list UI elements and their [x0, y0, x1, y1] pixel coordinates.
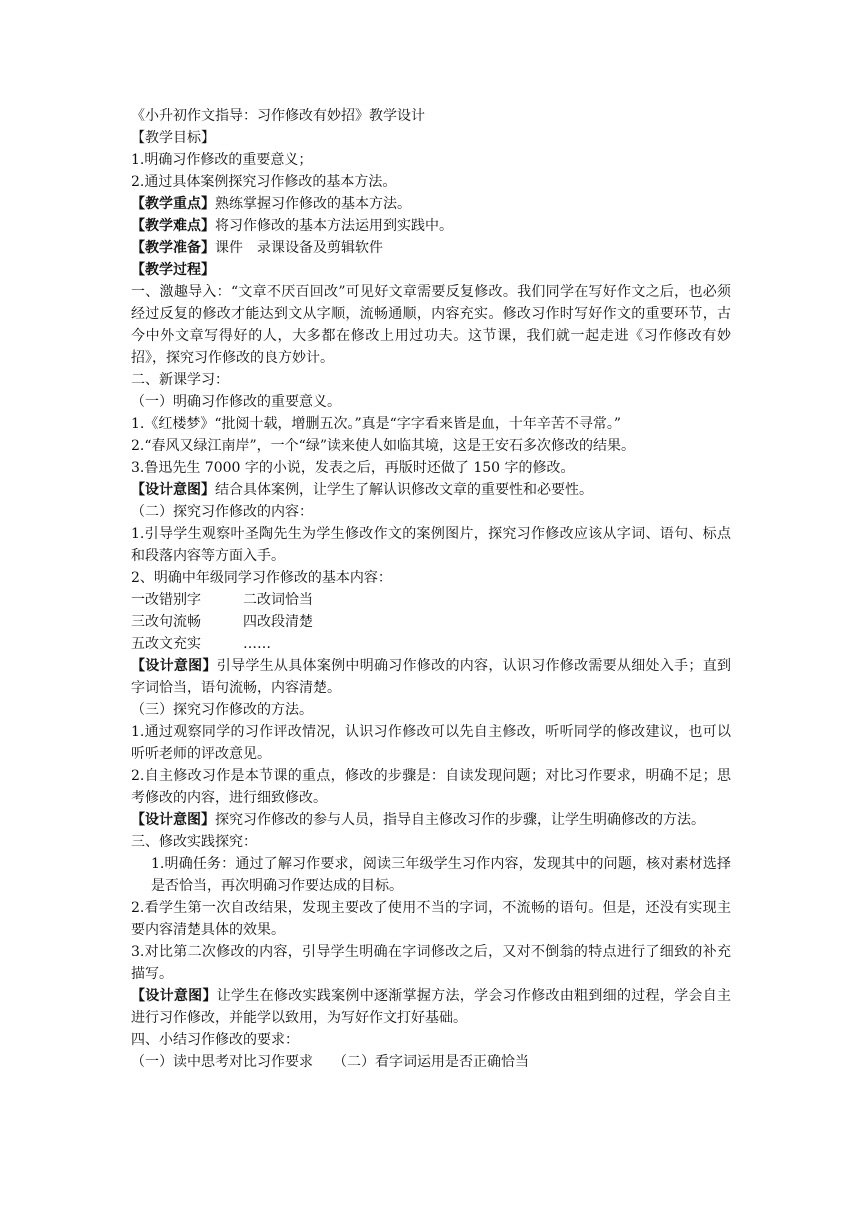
part3-heading: （三）探究习作修改的方法。 [131, 702, 313, 718]
section3-item-2: 2.看学生第一次自改结果，发现主要改了使用不当的字词，不流畅的语句。但是，还没有实现主要内容清楚具体的效果。 [131, 900, 731, 938]
part2-item-2: 2、明确中年级同学习作修改的基本内容： [131, 570, 392, 586]
part1-intent [131, 479, 731, 501]
document-title: 《小升初作文指导：习作修改有妙招》教学设计 [131, 108, 425, 124]
preparation-label: 【教学准备】 [131, 240, 215, 256]
part1-intent-label: 【设计意图】 [131, 482, 215, 498]
section3-intent [131, 985, 731, 1029]
revision-list-row-2 [131, 611, 731, 633]
difficulty-label: 【教学难点】 [131, 218, 215, 234]
part2-intent-text: 引导学生从具体案例中明确习作修改的内容，认识习作修改需要从细处入手；直到字词恰当，语句流畅，内容清楚。 [131, 658, 732, 696]
document-body [131, 105, 731, 1073]
section3-item-3: 3.对比第二次修改的内容，引导学生明确在字词修改之后，又对不倒翁的特点进行了细致的补充描写。 [131, 944, 731, 982]
preparation-text: 课件 录课设备及剪辑软件 [215, 240, 383, 256]
section4-heading: 四、小结习作修改的要求： [131, 1032, 299, 1048]
revision-list-item: 四改段清楚 [243, 614, 313, 630]
revision-list-item: 二改词恰当 [243, 592, 313, 608]
part3-item-1: 1.通过观察同学的习作评改情况，认识习作修改可以先自主修改，听听同学的修改建议，也可以听听老师的评改意见。 [131, 724, 731, 762]
key-point-label: 【教学重点】 [131, 196, 215, 212]
process-label: 【教学过程】 [131, 262, 215, 278]
difficulty [131, 215, 731, 237]
part2-intent [131, 655, 731, 699]
part3-intent-text: 探究习作修改的参与人员，指导自主修改习作的步骤，让学生明确修改的方法。 [215, 812, 705, 828]
revision-list-row-3 [131, 633, 731, 655]
key-point [131, 193, 731, 215]
revision-list-item: 三改句流畅 [131, 614, 201, 630]
section2-heading: 二、新课学习： [131, 372, 229, 388]
revision-list-item: …… [243, 636, 271, 652]
section3-intent-text: 让学生在修改实践案例中逐渐掌握方法，学会习作修改由粗到细的过程，学会自主进行习作修改，并能学以致用，为写好作文打好基础。 [131, 988, 732, 1026]
part2-heading: （二）探究习作修改的内容： [131, 504, 313, 520]
section3-item-1: 1.明确任务：通过了解习作要求，阅读三年级学生习作内容，发现其中的问题，核对素材选择是否恰当，再次明确习作要达成的目标。 [151, 856, 731, 894]
part1-item-1: 1.《红楼梦》“批阅十载，增删五次。”真是“字字看来皆是血，十年辛苦不寻常。” [131, 416, 621, 432]
section4-item-1: （一）读中思考对比习作要求 [131, 1054, 313, 1070]
section4-item-2: （二）看字词运用是否正确恰当 [333, 1054, 529, 1070]
part1-intent-text: 结合具体案例，让学生了解认识修改文章的重要性和必要性。 [215, 482, 593, 498]
part2-item-1: 1.引导学生观察叶圣陶先生为学生修改作文的案例图片，探究习作修改应该从字词、语句、标点和段落内容等方面入手。 [131, 526, 731, 564]
part1-item-2: 2.“春风又绿江南岸”，一个“绿”读来使人如临其境，这是王安石多次修改的结果。 [131, 438, 635, 454]
part3-intent [131, 809, 731, 831]
goal-item-1: 1.明确习作修改的重要意义； [131, 152, 313, 168]
revision-list-item: 五改文充实 [131, 636, 201, 652]
part1-heading: （一）明确习作修改的重要意义。 [131, 394, 341, 410]
difficulty-text: 将习作修改的基本方法运用到实践中。 [215, 218, 453, 234]
section3-intent-label: 【设计意图】 [131, 988, 217, 1004]
part3-item-2: 2.自主修改习作是本节课的重点，修改的步骤是：自读发现问题；对比习作要求，明确不足；思考修改的内容，进行细致修改。 [131, 768, 731, 806]
section3-heading: 三、修改实践探究： [131, 834, 257, 850]
preparation [131, 237, 731, 259]
revision-list-item: 一改错别字 [131, 592, 201, 608]
goals-label: 【教学目标】 [131, 130, 215, 146]
revision-list-row-1 [131, 589, 731, 611]
part3-intent-label: 【设计意图】 [131, 812, 215, 828]
part2-intent-label: 【设计意图】 [131, 658, 217, 674]
key-point-text: 熟练掌握习作修改的基本方法。 [215, 196, 411, 212]
section1-intro: 一、激趣导入：“文章不厌百回改”可见好文章需要反复修改。我们同学在写好作文之后，也必须经过反复的修改才能达到文从字顺，流畅通顺，内容充实。修改习作时写好作文的重要环节，古今中外文章写得好的人，大多都在修改上用过功夫。这节课，我们就一起走进《习作修改有妙招》，探究习作修改的良方妙计。 [131, 284, 731, 366]
part1-item-3: 3.鲁迅先生 7000 字的小说，发表之后，再版时还做了 150 字的修改。 [131, 460, 575, 476]
goal-item-2: 2.通过具体案例探究习作修改的基本方法。 [131, 174, 397, 190]
section4-items [131, 1051, 731, 1073]
